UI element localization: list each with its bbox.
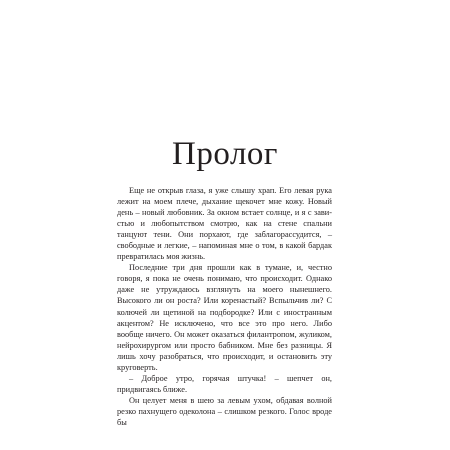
paragraph-3: – Доброе утро, горячая штучка! – шепчет он, придвигаясь ближе. (117, 373, 332, 394)
chapter-title: Пролог (172, 136, 278, 172)
chapter-body (117, 185, 332, 428)
paragraph-4: Он целует меня в шею за левым ухом, обдавая волной резко пахнущего одеколона – слишком резкого. Голос вроде бы (117, 395, 332, 427)
paragraph-2: Последние три дня прошли как в тумане, и, честно говоря, я пока не очень понимаю, что происходит. Однако даже не утруждаюсь взглянуть на моего нынешнего. Высокого ли он роста? Или коренастый? Вспыльчив ли? С колючей ли щетиной на подбородке? Или с иностранным акцентом? Не исключено, что все это про него. Либо вообще ничего. Он может оказаться филантропом, жуликом, нейрохирургом или просто бабником. Мне без разницы. Я лишь хочу разобраться, что происходит, и остановить эту круговерть. (117, 263, 332, 372)
paragraph-1: Еще не открыв глаза, я уже слышу храп. Его левая рука лежит на моем плече, дыхание щекочет мне кожу. Новый день – новый любовник. За окном встает солнце, и я с завистью и любопытством смотрю, как на стене спальни танцуют тени. Они порхают, где заблагорассудится, – свободные и легкие, – напоминая мне о том, в какой бардак превратилась моя жизнь. (117, 186, 332, 262)
